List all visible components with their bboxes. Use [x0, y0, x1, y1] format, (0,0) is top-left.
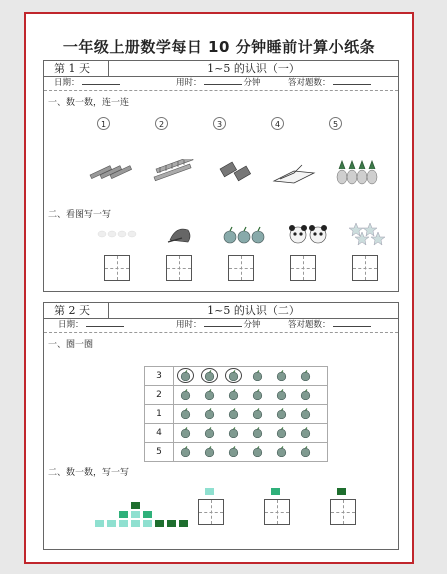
single-block — [204, 487, 215, 496]
apple-icon[interactable] — [300, 389, 311, 400]
apple-icon[interactable] — [204, 446, 215, 457]
apple-icon[interactable] — [300, 427, 311, 438]
page-title: 一年级上册数学每日 10 分钟睡前计算小纸条 — [62, 38, 376, 56]
answer-box[interactable] — [264, 499, 290, 525]
day1-date-field[interactable] — [54, 76, 122, 90]
row-number: 1 — [144, 405, 174, 423]
block — [130, 501, 141, 510]
score-label: 答对题数： — [288, 78, 331, 88]
day2-section2-heading: 二、数一数，写一写 — [48, 468, 130, 478]
blocks-staircase — [94, 493, 164, 529]
day2-info-row — [44, 318, 398, 333]
block — [94, 519, 105, 528]
time-label: 用时： — [176, 320, 202, 330]
apple-icon[interactable] — [180, 446, 191, 457]
score-blank[interactable] — [333, 318, 371, 327]
time-unit: 分钟 — [243, 320, 261, 330]
apple-icon[interactable] — [180, 408, 191, 419]
time-label: 用时： — [176, 78, 202, 88]
circle-row — [144, 423, 328, 442]
apples-icon — [222, 224, 268, 246]
block — [130, 510, 141, 519]
apple-icon[interactable] — [300, 408, 311, 419]
day1-card — [43, 60, 399, 292]
date-label: 日期： — [58, 320, 84, 330]
day2-time-field[interactable] — [176, 318, 261, 332]
block — [178, 519, 189, 528]
block — [142, 519, 153, 528]
day2-score-field[interactable] — [288, 318, 373, 332]
day2-section1-heading: 一、圈一圈 — [48, 340, 94, 350]
block — [118, 510, 129, 519]
apple-icon[interactable] — [252, 389, 263, 400]
apple-icon[interactable] — [252, 370, 263, 381]
circle-grid — [144, 366, 328, 462]
eraser-icon[interactable] — [216, 161, 256, 187]
ruler-icon[interactable] — [152, 159, 198, 187]
block — [142, 510, 153, 519]
row-number: 3 — [144, 367, 174, 385]
single-block — [270, 487, 281, 496]
number-circle[interactable]: 2 — [155, 117, 168, 130]
block — [106, 519, 117, 528]
circle-row — [144, 442, 328, 462]
apple-icon[interactable] — [180, 389, 191, 400]
hat-icon — [166, 224, 196, 246]
apple-icon[interactable] — [204, 389, 215, 400]
time-blank[interactable] — [204, 318, 242, 327]
block — [130, 519, 141, 528]
block — [166, 519, 177, 528]
answer-box[interactable] — [228, 255, 254, 281]
apple-icon[interactable] — [204, 408, 215, 419]
apple-cells — [172, 367, 328, 385]
day2-header — [44, 303, 398, 319]
apple-cells — [172, 443, 328, 461]
pandas-icon — [288, 221, 328, 247]
apple-icon[interactable] — [228, 408, 239, 419]
apple-icon[interactable] — [276, 408, 287, 419]
apple-icon[interactable] — [228, 370, 239, 381]
day1-info-row — [44, 76, 398, 91]
answer-box[interactable] — [330, 499, 356, 525]
row-number: 5 — [144, 443, 174, 461]
apple-icon[interactable] — [204, 370, 215, 381]
row-number: 4 — [144, 424, 174, 442]
day1-label: 第 1 天 — [44, 61, 109, 76]
time-blank[interactable] — [204, 76, 242, 85]
apple-icon[interactable] — [228, 389, 239, 400]
date-blank[interactable] — [82, 76, 120, 85]
circle-row — [144, 404, 328, 423]
apple-icon[interactable] — [180, 370, 191, 381]
number-circle[interactable]: 5 — [329, 117, 342, 130]
circle-row — [144, 385, 328, 404]
day2-lesson-title: 1~5 的认识（二） — [207, 304, 300, 317]
day1-lesson-title: 1~5 的认识（一） — [207, 62, 300, 75]
row-number: 2 — [144, 386, 174, 404]
number-circle[interactable]: 1 — [97, 117, 110, 130]
apple-icon[interactable] — [252, 408, 263, 419]
apple-icon[interactable] — [300, 370, 311, 381]
date-label: 日期： — [54, 78, 80, 88]
answer-box[interactable] — [104, 255, 130, 281]
birds-icon — [96, 224, 140, 244]
apple-icon[interactable] — [252, 446, 263, 457]
apple-cells — [172, 386, 328, 404]
score-blank[interactable] — [333, 76, 371, 85]
apple-icon[interactable] — [300, 446, 311, 457]
apple-cells — [172, 424, 328, 442]
pineapples-icon[interactable] — [334, 155, 380, 187]
date-blank[interactable] — [86, 318, 124, 327]
apple-icon[interactable] — [180, 427, 191, 438]
day2-date-field[interactable] — [58, 318, 126, 332]
day2-card — [43, 302, 399, 550]
time-unit: 分钟 — [243, 78, 261, 88]
apple-icon[interactable] — [204, 427, 215, 438]
apple-icon[interactable] — [228, 446, 239, 457]
answer-box[interactable] — [290, 255, 316, 281]
apple-icon[interactable] — [252, 427, 263, 438]
number-circle[interactable]: 3 — [213, 117, 226, 130]
block — [118, 519, 129, 528]
stars-icon — [348, 221, 388, 247]
apple-icon[interactable] — [276, 389, 287, 400]
answer-box[interactable] — [166, 255, 192, 281]
apple-icon[interactable] — [276, 446, 287, 457]
apple-icon[interactable] — [228, 427, 239, 438]
apple-cells — [172, 405, 328, 423]
number-circle[interactable]: 4 — [271, 117, 284, 130]
day2-label: 第 2 天 — [44, 303, 109, 318]
score-label: 答对题数： — [288, 320, 331, 330]
pencils-icon[interactable] — [88, 159, 134, 187]
book-icon[interactable] — [272, 161, 316, 187]
apple-icon[interactable] — [276, 427, 287, 438]
apple-icon[interactable] — [276, 370, 287, 381]
day1-header — [44, 61, 398, 77]
circle-row — [144, 366, 328, 385]
block — [154, 519, 165, 528]
day1-score-field[interactable] — [288, 76, 373, 90]
day1-time-field[interactable] — [176, 76, 261, 90]
worksheet — [24, 12, 414, 564]
answer-box[interactable] — [352, 255, 378, 281]
single-block — [336, 487, 347, 496]
answer-box[interactable] — [198, 499, 224, 525]
day1-section1-heading: 一、数一数，连一连 — [48, 98, 130, 108]
day1-section2-heading: 二、看图写一写 — [48, 210, 112, 220]
